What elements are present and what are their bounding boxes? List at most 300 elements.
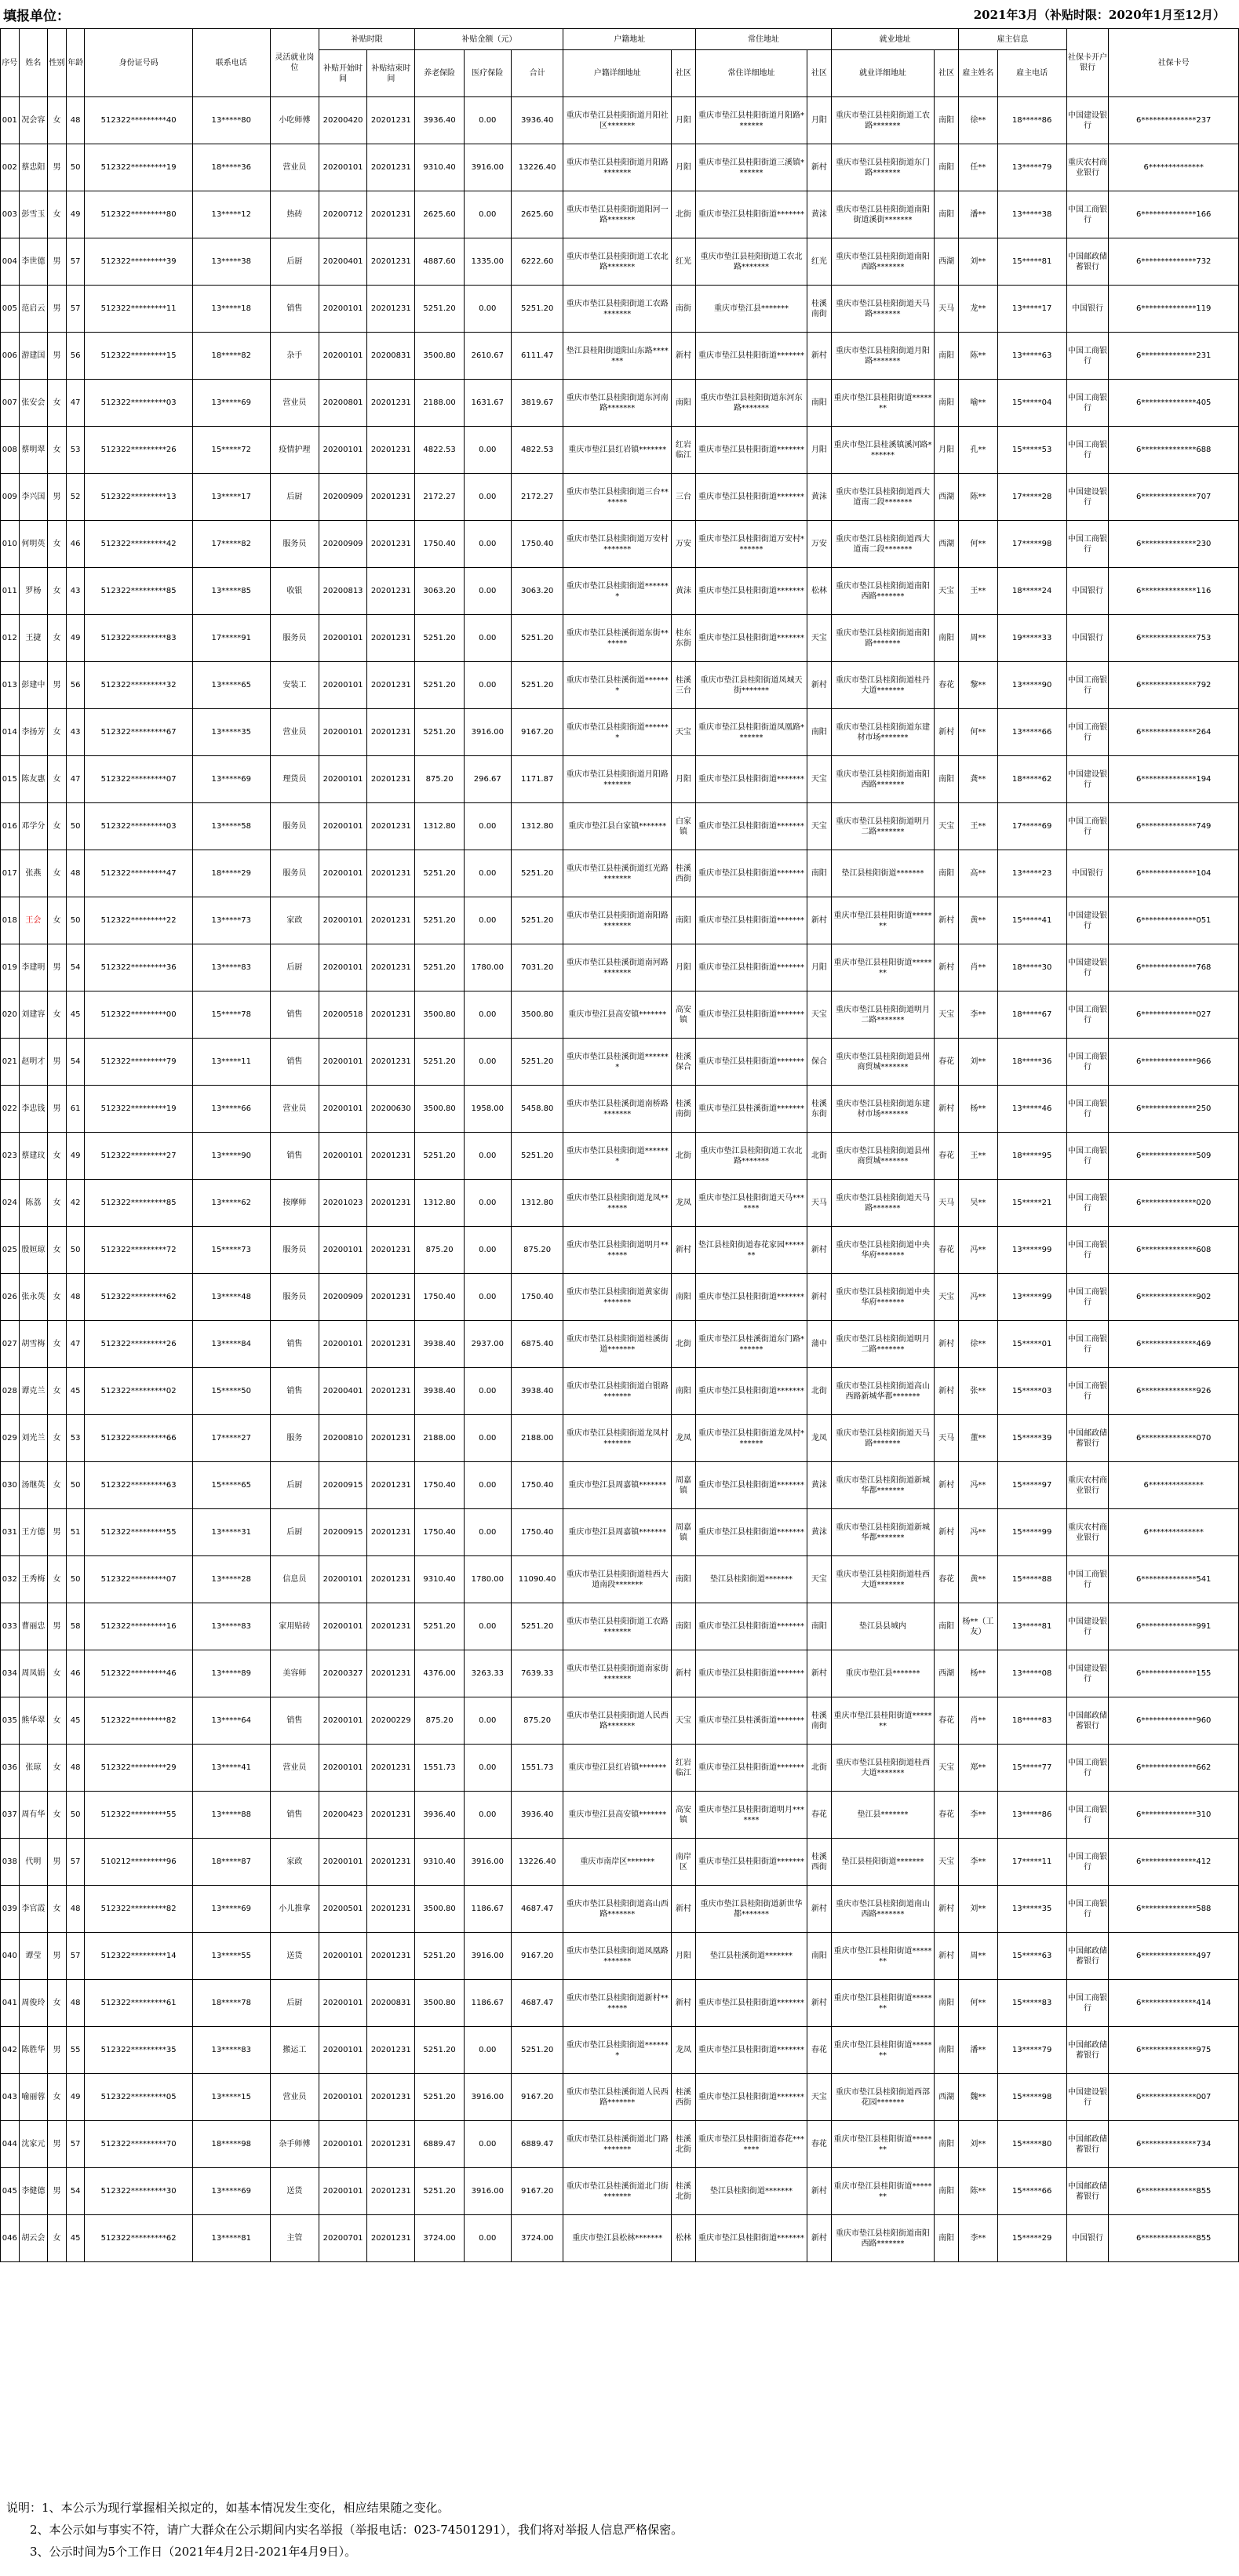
cell-job: 营业员 [270,380,319,427]
cell-employer-name: 孔** [959,427,997,474]
cell-residence-address: 重庆市垫江县桂阳街道新世华都******* [696,1886,807,1933]
cell-medical: 3916.00 [464,1839,511,1886]
cell-phone: 13*****84 [192,1321,270,1368]
cell-id-number: 512322*********05 [85,2074,192,2121]
cell-job: 送货 [270,1933,319,1980]
cell-id-number: 512322*********42 [85,521,192,568]
cell-hukou-address: 重庆市垫江县桂溪街道北门路******* [563,2121,671,2168]
cell-work-community: 西湖 [935,238,959,286]
cell-hukou-community: 龙凤 [671,1415,695,1462]
cell-hukou-address: 重庆市垫江县桂溪街道南桥路******* [563,1086,671,1133]
cell-id-number: 512322*********62 [85,2215,192,2262]
cell-residence-community: 北街 [807,1745,831,1792]
cell-medical: 0.00 [464,1745,511,1792]
cell-period-end: 20201231 [367,568,415,615]
cell-bank: 中国工商银行 [1066,1556,1109,1603]
cell-job: 销售 [270,1321,319,1368]
cell-pension: 5251.20 [415,286,464,333]
cell-employer-name: 潘** [959,191,997,238]
cell-hukou-community: 北街 [671,1133,695,1180]
cell-id-number: 512322*********83 [85,615,192,662]
cell-hukou-community: 新村 [671,1980,695,2027]
cell-job: 家政 [270,897,319,944]
cell-phone: 13*****83 [192,2027,270,2074]
cell-gender: 女 [48,1556,67,1603]
cell-bank: 中国建设银行 [1066,474,1109,521]
cell-hukou-address: 重庆市垫江县桂溪街道人民西路******* [563,2074,671,2121]
cell-period-start: 20200915 [319,1509,366,1556]
cell-residence-address: 重庆市垫江县桂溪街道******* [696,1697,807,1745]
cell-bank: 中国建设银行 [1066,944,1109,991]
cell-seq: 038 [1,1839,20,1886]
table-row [1,1227,1239,1274]
cell-pension: 4822.53 [415,427,464,474]
cell-medical: 1186.67 [464,1886,511,1933]
cell-id-number: 512322*********11 [85,286,192,333]
cell-id-number: 512322*********19 [85,144,192,191]
cell-total: 3936.40 [511,1792,563,1839]
cell-phone: 13*****69 [192,756,270,803]
cell-job: 服务员 [270,1227,319,1274]
cell-name: 彭雪玉 [19,191,48,238]
cell-age: 56 [66,333,85,380]
cell-work-address: 垫江县桂阳街道******* [832,850,935,897]
cell-phone: 15*****50 [192,1368,270,1415]
cell-gender: 女 [48,2215,67,2262]
table-row [1,238,1239,286]
cell-hukou-address: 垫江县桂阳街道阳山东路******* [563,333,671,380]
cell-card-number: 6**************007 [1109,2074,1239,2121]
cell-residence-community: 新村 [807,1886,831,1933]
cell-work-community: 西湖 [935,2074,959,2121]
cell-bank: 中国银行 [1066,286,1109,333]
cell-age: 43 [66,709,85,756]
cell-id-number: 512322*********82 [85,1886,192,1933]
cell-hukou-address: 重庆市垫江县桂阳街道******* [563,2027,671,2074]
cell-id-number: 512322*********30 [85,2168,192,2215]
cell-employer-name: 刘** [959,1039,997,1086]
cell-hukou-address: 重庆市垫江县桂阳街道凤凰路******* [563,1933,671,1980]
cell-medical: 0.00 [464,1227,511,1274]
cell-pension: 5251.20 [415,615,464,662]
cell-medical: 3916.00 [464,2074,511,2121]
cell-hukou-address: 重庆市垫江县红岩镇******* [563,427,671,474]
cell-hukou-community: 北街 [671,191,695,238]
cell-hukou-community: 桂东东街 [671,615,695,662]
cell-medical: 1631.67 [464,380,511,427]
cell-card-number: 6**************250 [1109,1086,1239,1133]
cell-work-address: 重庆市垫江县桂阳街道明月二路******* [832,1321,935,1368]
cell-residence-community: 南阳 [807,1933,831,1980]
cell-period-start: 20200101 [319,286,366,333]
cell-medical: 3916.00 [464,144,511,191]
col-gender: 性别 [48,29,67,97]
cell-hukou-community: 北街 [671,1321,695,1368]
cell-card-number: 6**************588 [1109,1886,1239,1933]
cell-work-address: 重庆市垫江县桂阳街道工农路******* [832,97,935,144]
cell-hukou-address: 重庆市垫江县桂阳街道******* [563,568,671,615]
cell-employer-phone: 13*****79 [997,144,1066,191]
cell-id-number: 512322*********29 [85,1745,192,1792]
cell-employer-name: 吴** [959,1180,997,1227]
cell-phone: 13*****38 [192,238,270,286]
cell-employer-name: 肖** [959,944,997,991]
cell-seq: 020 [1,991,20,1039]
cell-employer-phone: 15*****81 [997,238,1066,286]
cell-id-number: 512322*********32 [85,662,192,709]
cell-job: 营业员 [270,1086,319,1133]
cell-total: 5251.20 [511,1133,563,1180]
cell-age: 52 [66,474,85,521]
cell-hukou-community: 桂溪保合 [671,1039,695,1086]
cell-work-address: 重庆市垫江县桂阳街道天马路******* [832,286,935,333]
cell-hukou-community: 南阳 [671,1368,695,1415]
cell-residence-community: 黄沫 [807,1462,831,1509]
table-row [1,991,1239,1039]
table-row [1,286,1239,333]
cell-residence-address: 重庆市垫江县桂阳街道******* [696,1650,807,1697]
cell-hukou-community: 红岩临江 [671,427,695,474]
cell-residence-address: 重庆市垫江县桂阳街道春花******* [696,2121,807,2168]
cell-total: 3938.40 [511,1368,563,1415]
cell-card-number: 6**************768 [1109,944,1239,991]
cell-residence-community: 桂溪西街 [807,1839,831,1886]
cell-seq: 003 [1,191,20,238]
cell-name: 喻丽蓉 [19,2074,48,2121]
table-row [1,380,1239,427]
cell-card-number: 6**************116 [1109,568,1239,615]
cell-card-number: 6**************051 [1109,897,1239,944]
cell-employer-name: 王** [959,1133,997,1180]
cell-job: 后厨 [270,238,319,286]
cell-seq: 033 [1,1603,20,1650]
cell-seq: 035 [1,1697,20,1745]
cell-phone: 15*****65 [192,1462,270,1509]
cell-work-address: 重庆市垫江县桂阳街道西大道南二段******* [832,474,935,521]
cell-id-number: 512322*********15 [85,333,192,380]
cell-work-address: 重庆市垫江县桂阳街道东门路******* [832,144,935,191]
cell-work-address: 重庆市垫江县桂阳街道******* [832,1933,935,1980]
cell-name: 曹丽忠 [19,1603,48,1650]
cell-bank: 中国工商银行 [1066,333,1109,380]
cell-period-start: 20201023 [319,1180,366,1227]
cell-work-community: 西湖 [935,1650,959,1697]
cell-residence-address: 重庆市垫江县桂阳街道天马******* [696,1180,807,1227]
col-amount-group: 补贴金额（元） [415,29,563,50]
cell-period-start: 20200101 [319,1697,366,1745]
cell-hukou-address: 重庆市垫江县桂阳街道桂溪街道******* [563,1321,671,1368]
cell-gender: 女 [48,1368,67,1415]
cell-residence-community: 天宝 [807,803,831,850]
cell-employer-phone: 18*****30 [997,944,1066,991]
cell-period-start: 20200327 [319,1650,366,1697]
cell-work-community: 新村 [935,1321,959,1368]
cell-work-address: 重庆市垫江县桂溪镇溪河路******* [832,427,935,474]
cell-card-number: 6**************310 [1109,1792,1239,1839]
cell-work-address: 重庆市垫江县桂阳街道南阳西路******* [832,238,935,286]
cell-gender: 女 [48,991,67,1039]
cell-phone: 13*****88 [192,1792,270,1839]
cell-hukou-community: 桂溪南街 [671,1086,695,1133]
cell-age: 47 [66,756,85,803]
cell-hukou-community: 龙凤 [671,2027,695,2074]
cell-period-start: 20200401 [319,1368,366,1415]
cell-phone: 17*****91 [192,615,270,662]
cell-employer-phone: 15*****80 [997,2121,1066,2168]
cell-id-number: 512322*********46 [85,1650,192,1697]
cell-residence-address: 重庆市垫江县桂阳街道******* [696,1462,807,1509]
table-row [1,2074,1239,2121]
cell-job: 服务员 [270,615,319,662]
cell-age: 43 [66,568,85,615]
cell-residence-address: 重庆市垫江县桂溪街道******* [696,1086,807,1133]
cell-period-end: 20201231 [367,1603,415,1650]
cell-residence-address: 重庆市垫江县桂阳街道凤凰路******* [696,709,807,756]
cell-medical: 0.00 [464,1792,511,1839]
cell-pension: 3500.80 [415,1886,464,1933]
cell-hukou-address: 重庆市垫江县桂阳街道******* [563,1133,671,1180]
cell-employer-name: 李** [959,991,997,1039]
cell-period-start: 20200712 [319,191,366,238]
cell-residence-address: 重庆市垫江县桂阳街道******* [696,1368,807,1415]
cell-age: 57 [66,286,85,333]
cell-residence-community: 春花 [807,1792,831,1839]
cell-bank: 重庆农村商业银行 [1066,1462,1109,1509]
cell-period-start: 20200701 [319,2215,366,2262]
cell-residence-community: 新村 [807,897,831,944]
cell-job: 后厨 [270,1980,319,2027]
cell-period-start: 20200915 [319,1462,366,1509]
cell-medical: 0.00 [464,1697,511,1745]
cell-age: 53 [66,427,85,474]
cell-total: 1551.73 [511,1745,563,1792]
cell-employer-name: 陈** [959,2168,997,2215]
cell-residence-address: 重庆市垫江县桂阳街道******* [696,850,807,897]
cell-residence-community: 龙凤 [807,1415,831,1462]
cell-residence-community: 新村 [807,2168,831,2215]
cell-bank: 中国建设银行 [1066,2074,1109,2121]
cell-bank: 中国工商银行 [1066,662,1109,709]
cell-gender: 女 [48,803,67,850]
cell-period-end: 20201231 [367,144,415,191]
cell-pension: 3500.80 [415,1980,464,2027]
cell-work-address: 重庆市垫江县桂阳街道东建材市场******* [832,709,935,756]
cell-period-end: 20201231 [367,1886,415,1933]
cell-name: 胡云会 [19,2215,48,2262]
cell-age: 48 [66,1980,85,2027]
cell-employer-phone: 15*****77 [997,1745,1066,1792]
cell-age: 55 [66,2027,85,2074]
cell-hukou-community: 红光 [671,238,695,286]
cell-pension: 9310.40 [415,1839,464,1886]
cell-bank: 中国邮政储蓄银行 [1066,2168,1109,2215]
cell-seq: 022 [1,1086,20,1133]
cell-period-end: 20201231 [367,1368,415,1415]
cell-medical: 0.00 [464,1039,511,1086]
cell-card-number: 6**************966 [1109,1039,1239,1086]
cell-age: 50 [66,803,85,850]
cell-medical: 296.67 [464,756,511,803]
cell-period-end: 20201231 [367,191,415,238]
cell-residence-address: 垫江县桂阳街道春花家园******* [696,1227,807,1274]
cell-bank: 中国建设银行 [1066,1650,1109,1697]
table-row [1,709,1239,756]
cell-pension: 9310.40 [415,1556,464,1603]
cell-hukou-community: 月阳 [671,144,695,191]
cell-hukou-address: 重庆市垫江县桂阳街道黄家街******* [563,1274,671,1321]
cell-period-end: 20201231 [367,1039,415,1086]
cell-card-number: 6**************855 [1109,2168,1239,2215]
cell-residence-address: 重庆市垫江县桂阳街道工农北路******* [696,238,807,286]
cell-seq: 014 [1,709,20,756]
cell-work-community: 天宝 [935,991,959,1039]
cell-name: 王会 [19,897,48,944]
cell-residence-community: 月阳 [807,97,831,144]
cell-work-address: 重庆市垫江县桂阳街道******* [832,2027,935,2074]
cell-job: 美容师 [270,1650,319,1697]
cell-age: 47 [66,380,85,427]
cell-gender: 女 [48,427,67,474]
cell-hukou-address: 重庆市垫江县桂阳街道月阳路******* [563,756,671,803]
cell-period-end: 20200229 [367,1697,415,1745]
cell-phone: 18*****78 [192,1980,270,2027]
cell-medical: 0.00 [464,897,511,944]
cell-residence-community: 春花 [807,2121,831,2168]
cell-card-number: 6**************231 [1109,333,1239,380]
cell-residence-community: 新村 [807,1227,831,1274]
cell-hukou-address: 重庆市垫江县桂溪街道东街******* [563,615,671,662]
cell-work-community: 天马 [935,1415,959,1462]
cell-phone: 13*****83 [192,1603,270,1650]
cell-hukou-community: 新村 [671,1650,695,1697]
cell-medical: 1780.00 [464,944,511,991]
cell-work-community: 南阳 [935,380,959,427]
cell-age: 48 [66,1274,85,1321]
cell-card-number: 6**************541 [1109,1556,1239,1603]
table-row [1,1745,1239,1792]
cell-age: 50 [66,1227,85,1274]
cell-id-number: 512322*********55 [85,1792,192,1839]
cell-pension: 5251.20 [415,2074,464,2121]
cell-work-community: 天马 [935,286,959,333]
cell-gender: 女 [48,756,67,803]
cell-job: 销售 [270,1039,319,1086]
cell-pension: 5251.20 [415,1133,464,1180]
cell-phone: 17*****27 [192,1415,270,1462]
cell-medical: 1780.00 [464,1556,511,1603]
cell-card-number: 6**************509 [1109,1133,1239,1180]
cell-phone: 13*****69 [192,1886,270,1933]
cell-gender: 女 [48,521,67,568]
table-row [1,2027,1239,2074]
cell-hukou-address: 重庆市垫江县桂阳街道月阳路******* [563,144,671,191]
cell-employer-phone: 13*****99 [997,1227,1066,1274]
cell-period-end: 20201231 [367,2027,415,2074]
cell-period-start: 20200801 [319,380,366,427]
cell-period-start: 20200501 [319,1886,366,1933]
cell-card-number: 6**************027 [1109,991,1239,1039]
cell-total: 9167.20 [511,2168,563,2215]
cell-employer-phone: 18*****86 [997,97,1066,144]
cell-gender: 男 [48,2027,67,2074]
cell-residence-community: 黄沫 [807,1509,831,1556]
cell-total: 2625.60 [511,191,563,238]
cell-work-community: 南阳 [935,615,959,662]
cell-hukou-address: 重庆市垫江县高安镇******* [563,991,671,1039]
cell-bank: 中国邮政储蓄银行 [1066,238,1109,286]
table-row [1,568,1239,615]
cell-period-start: 20200810 [319,1415,366,1462]
cell-residence-community: 新村 [807,1980,831,2027]
table-row [1,1697,1239,1745]
cell-pension: 1551.73 [415,1745,464,1792]
cell-employer-name: 龙** [959,286,997,333]
cell-employer-name: 高** [959,850,997,897]
cell-residence-address: 重庆市垫江县桂阳街道******* [696,1509,807,1556]
cell-residence-address: 重庆市垫江县桂阳街道东河东路******* [696,380,807,427]
cell-residence-community: 新村 [807,333,831,380]
cell-residence-community: 天宝 [807,2074,831,2121]
cell-residence-community: 蒲中 [807,1321,831,1368]
cell-bank: 中国工商银行 [1066,1321,1109,1368]
cell-age: 50 [66,1462,85,1509]
cell-name: 陈胜华 [19,2027,48,2074]
cell-work-address: 重庆市垫江县桂阳街道******* [832,1980,935,2027]
cell-medical: 0.00 [464,1462,511,1509]
cell-gender: 男 [48,1086,67,1133]
cell-phone: 13*****73 [192,897,270,944]
cell-employer-name: 冯** [959,1509,997,1556]
cell-hukou-community: 新村 [671,1227,695,1274]
cell-residence-address: 重庆市垫江县桂阳街道******* [696,803,807,850]
cell-work-address: 重庆市垫江县桂阳街道月阳路******* [832,333,935,380]
cell-residence-address: 重庆市垫江县桂阳街道******* [696,1603,807,1650]
cell-employer-name: 何** [959,1980,997,2027]
cell-age: 45 [66,2215,85,2262]
col-card: 社保卡号 [1109,29,1239,97]
cell-residence-community: 春花 [807,2027,831,2074]
cell-id-number: 512322*********16 [85,1603,192,1650]
cell-bank: 中国工商银行 [1066,427,1109,474]
cell-employer-phone: 18*****95 [997,1133,1066,1180]
cell-seq: 034 [1,1650,20,1697]
col-resid-group: 常住地址 [696,29,832,50]
table-row [1,756,1239,803]
cell-residence-community: 天宝 [807,1556,831,1603]
cell-employer-phone: 15*****29 [997,2215,1066,2262]
cell-hukou-address: 重庆市垫江县桂阳街道南家街******* [563,1650,671,1697]
cell-employer-phone: 13*****08 [997,1650,1066,1697]
cell-hukou-address: 重庆市垫江县桂阳街道万安村******* [563,521,671,568]
cell-period-end: 20200630 [367,1086,415,1133]
cell-residence-community: 北街 [807,1368,831,1415]
cell-hukou-address: 重庆市垫江县周嘉镇******* [563,1462,671,1509]
cell-period-start: 20200101 [319,662,366,709]
cell-employer-name: 董** [959,1415,997,1462]
cell-id-number: 512322*********61 [85,1980,192,2027]
cell-period-end: 20201231 [367,1415,415,1462]
cell-period-start: 20200101 [319,1980,366,2027]
cell-card-number: 6**************469 [1109,1321,1239,1368]
col-period-start: 补贴开始时间 [319,50,366,97]
cell-gender: 男 [48,1933,67,1980]
cell-bank: 中国工商银行 [1066,380,1109,427]
cell-total: 5251.20 [511,615,563,662]
cell-medical: 0.00 [464,568,511,615]
cell-total: 3819.67 [511,380,563,427]
cell-residence-community: 月阳 [807,427,831,474]
cell-medical: 0.00 [464,97,511,144]
